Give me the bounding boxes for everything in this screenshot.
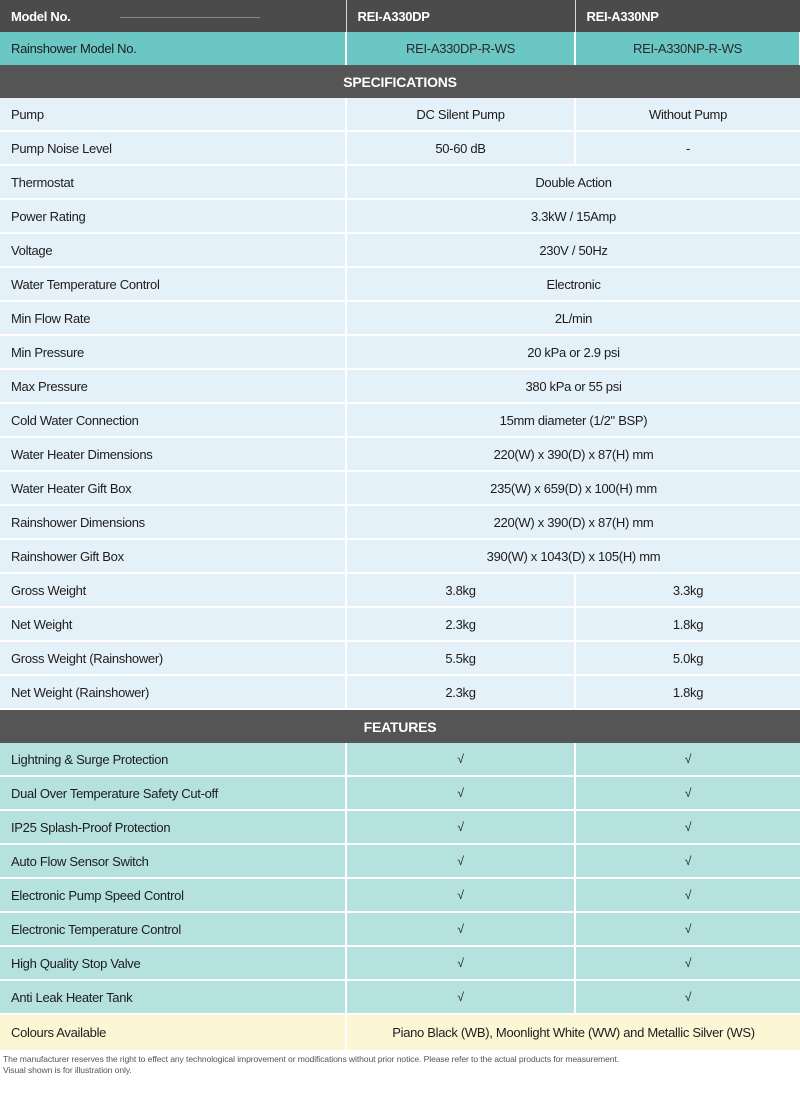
spec-label: Thermostat <box>0 165 346 199</box>
feature-label: Lightning & Surge Protection <box>0 743 346 776</box>
specifications-heading-row <box>0 65 800 98</box>
spec-label: Gross Weight <box>0 573 346 607</box>
spec-label: Water Temperature Control <box>0 267 346 301</box>
feature-check-dp: √ <box>346 878 575 912</box>
colours-value: Piano Black (WB), Moonlight White (WW) and Metallic Silver (WS) <box>346 1014 800 1050</box>
feature-check-np: √ <box>575 776 800 810</box>
spec-value-dp: 2.3kg <box>346 675 575 709</box>
feature-check-dp: √ <box>346 810 575 844</box>
feature-label: Auto Flow Sensor Switch <box>0 844 346 878</box>
spec-value-both: 390(W) x 1043(D) x 105(H) mm <box>346 539 800 573</box>
spec-row <box>0 539 800 573</box>
spec-row <box>0 437 800 471</box>
feature-check-np: √ <box>575 912 800 946</box>
feature-row <box>0 878 800 912</box>
model-dp: REI-A330DP <box>346 0 575 32</box>
feature-label: Dual Over Temperature Safety Cut-off <box>0 776 346 810</box>
spec-value-both: 220(W) x 390(D) x 87(H) mm <box>346 437 800 471</box>
spec-row <box>0 301 800 335</box>
spec-value-dp: 3.8kg <box>346 573 575 607</box>
spec-value-np: 3.3kg <box>575 573 800 607</box>
features-heading-row <box>0 709 800 743</box>
feature-check-np: √ <box>575 946 800 980</box>
spec-row <box>0 607 800 641</box>
spec-value-both: Double Action <box>346 165 800 199</box>
spec-value-np: Without Pump <box>575 98 800 131</box>
model-np: REI-A330NP <box>575 0 800 32</box>
specifications-heading: SPECIFICATIONS <box>0 65 800 98</box>
rainshower-dp: REI-A330DP-R-WS <box>346 32 575 65</box>
feature-check-np: √ <box>575 810 800 844</box>
spec-label: Gross Weight (Rainshower) <box>0 641 346 675</box>
spec-label: Water Heater Dimensions <box>0 437 346 471</box>
feature-check-dp: √ <box>346 776 575 810</box>
feature-label: Electronic Pump Speed Control <box>0 878 346 912</box>
spec-label: Pump <box>0 98 346 131</box>
spec-value-np: 1.8kg <box>575 675 800 709</box>
spec-label: Min Pressure <box>0 335 346 369</box>
spec-row <box>0 641 800 675</box>
rainshower-np: REI-A330NP-R-WS <box>575 32 800 65</box>
colours-label: Colours Available <box>0 1014 346 1050</box>
spec-label: Net Weight <box>0 607 346 641</box>
feature-check-np: √ <box>575 980 800 1014</box>
spec-value-both: 220(W) x 390(D) x 87(H) mm <box>346 505 800 539</box>
spec-row <box>0 199 800 233</box>
rainshower-label: Rainshower Model No. <box>0 32 346 65</box>
feature-check-dp: √ <box>346 743 575 776</box>
spec-row <box>0 471 800 505</box>
spec-value-both: 380 kPa or 55 psi <box>346 369 800 403</box>
feature-row <box>0 844 800 878</box>
features-heading: FEATURES <box>0 709 800 743</box>
feature-row <box>0 912 800 946</box>
feature-check-np: √ <box>575 844 800 878</box>
feature-label: Anti Leak Heater Tank <box>0 980 346 1014</box>
spec-label: Voltage <box>0 233 346 267</box>
model-header-row <box>0 0 800 32</box>
spec-value-np: - <box>575 131 800 165</box>
spec-row <box>0 98 800 131</box>
spec-label: Cold Water Connection <box>0 403 346 437</box>
feature-check-np: √ <box>575 878 800 912</box>
spec-value-np: 1.8kg <box>575 607 800 641</box>
spec-row <box>0 233 800 267</box>
spec-row <box>0 131 800 165</box>
feature-check-np: √ <box>575 743 800 776</box>
spec-label: Min Flow Rate <box>0 301 346 335</box>
spec-value-both: Electronic <box>346 267 800 301</box>
spec-value-both: 235(W) x 659(D) x 100(H) mm <box>346 471 800 505</box>
spec-value-np: 5.0kg <box>575 641 800 675</box>
spec-row <box>0 267 800 301</box>
feature-check-dp: √ <box>346 980 575 1014</box>
spec-row <box>0 165 800 199</box>
feature-row <box>0 810 800 844</box>
feature-check-dp: √ <box>346 946 575 980</box>
spec-value-dp: DC Silent Pump <box>346 98 575 131</box>
feature-row <box>0 776 800 810</box>
footnote-line-1: The manufacturer reserves the right to effect any technological improvement or modifications without prior notice. Please refer to the actual products for measurement. <box>3 1054 620 1064</box>
spec-label: Water Heater Gift Box <box>0 471 346 505</box>
feature-row <box>0 743 800 776</box>
spec-row <box>0 573 800 607</box>
colours-row <box>0 1014 800 1050</box>
spec-value-dp: 5.5kg <box>346 641 575 675</box>
spec-value-dp: 50-60 dB <box>346 131 575 165</box>
spec-value-both: 3.3kW / 15Amp <box>346 199 800 233</box>
spec-value-both: 2L/min <box>346 301 800 335</box>
feature-check-dp: √ <box>346 844 575 878</box>
footnote <box>0 1050 800 1076</box>
spec-label: Power Rating <box>0 199 346 233</box>
spec-row <box>0 369 800 403</box>
footnote-line-2: Visual shown is for illustration only. <box>3 1065 132 1075</box>
spec-label: Max Pressure <box>0 369 346 403</box>
spec-value-both: 15mm diameter (1/2" BSP) <box>346 403 800 437</box>
spec-value-both: 20 kPa or 2.9 psi <box>346 335 800 369</box>
spec-label: Rainshower Gift Box <box>0 539 346 573</box>
spec-row <box>0 335 800 369</box>
spec-value-both: 230V / 50Hz <box>346 233 800 267</box>
feature-label: Electronic Temperature Control <box>0 912 346 946</box>
feature-check-dp: √ <box>346 912 575 946</box>
spec-label: Rainshower Dimensions <box>0 505 346 539</box>
feature-row <box>0 946 800 980</box>
feature-row <box>0 980 800 1014</box>
spec-row <box>0 505 800 539</box>
feature-label: IP25 Splash-Proof Protection <box>0 810 346 844</box>
spec-row <box>0 675 800 709</box>
spec-row <box>0 403 800 437</box>
rainshower-row <box>0 32 800 65</box>
model-label: Model No. <box>0 0 346 32</box>
spec-value-dp: 2.3kg <box>346 607 575 641</box>
header-divider <box>120 17 260 18</box>
feature-label: High Quality Stop Valve <box>0 946 346 980</box>
spec-label: Pump Noise Level <box>0 131 346 165</box>
spec-label: Net Weight (Rainshower) <box>0 675 346 709</box>
